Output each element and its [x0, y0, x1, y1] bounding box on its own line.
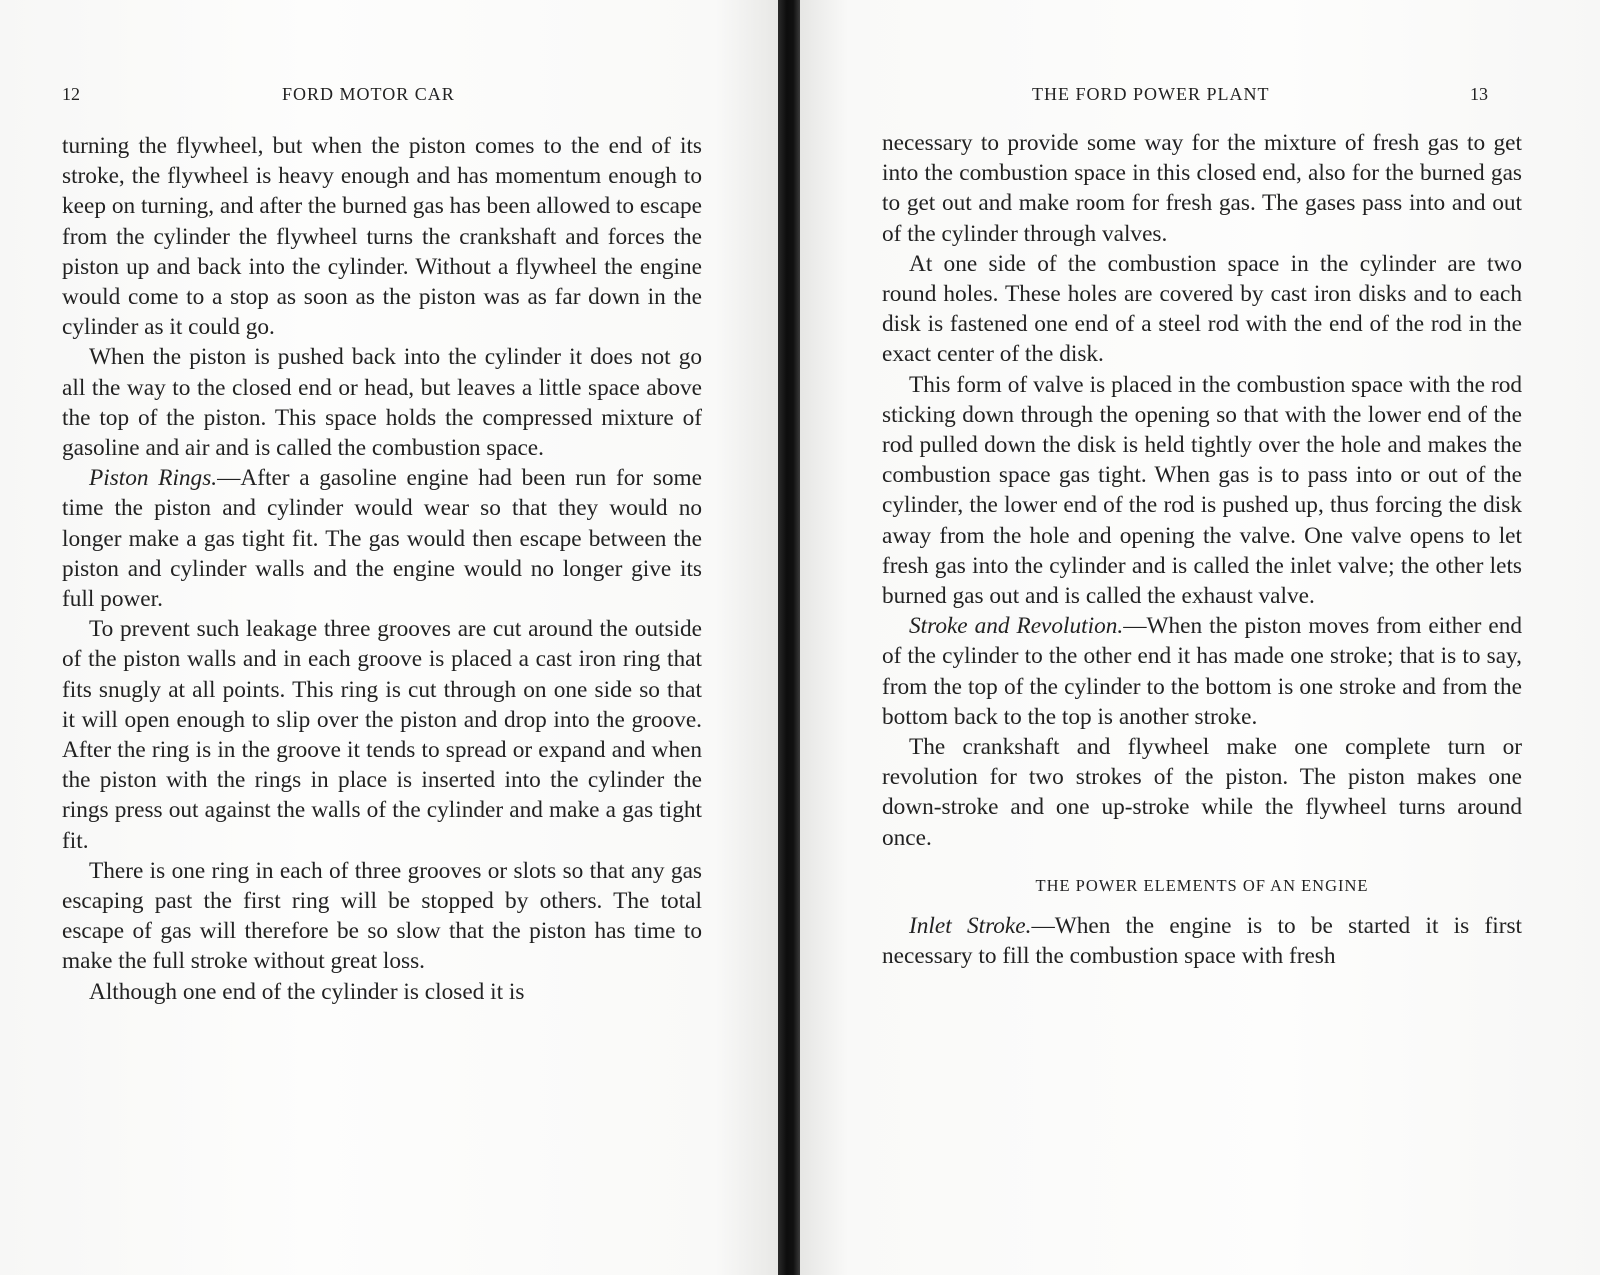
paragraph: When the piston is pushed back into the cylinder it does not go all the way to the closed end or head, but leaves a little space above the top of the piston. This space holds the compressed mixture of gasoline and air and is called the combustion space. — [62, 344, 702, 462]
run-in-heading: Inlet Stroke. — [909, 912, 1032, 939]
left-page — [0, 0, 778, 1275]
page-number: 12 — [62, 84, 80, 104]
paragraph: To prevent such leakage three grooves are cut around the outside of the piston walls and in each groove is placed a cast iron ring that fits snugly at all points. This ring is cut through on one side so that it will open enough to slip over the piston and drop into the groove. After the ring is in the groove it tends to spread or expand and when the piston with the rings in place is inserted into the cylinder the rings press out against the walls of the cylinder and make a gas tight fit. — [62, 616, 702, 854]
body-text — [62, 131, 702, 1007]
paragraph: The crankshaft and flywheel make one complete turn or revolution for two strokes of the piston. The piston makes one down-stroke and one up-stroke while the flywheel turns around once. — [882, 734, 1522, 851]
paragraph: turning the flywheel, but when the piston comes to the end of its stroke, the flywheel is heavy enough and has momentum enough to keep on turning, and after the burned gas has been allowed to escape from the cylinder the flywheel turns the crankshaft and forces the piston up and back into the cylinder. Without a flywheel the engine would come to a stop as soon as the piston was as far down in the cylinder as it could go. — [62, 133, 702, 341]
paragraph: At one side of the combustion space in the cylinder are two round holes. These holes are covered by cast iron disks and to each disk is fastened one end of a steel rod with the end of the rod in the exact center of the disk. — [882, 250, 1522, 368]
book-gutter — [778, 0, 800, 1275]
section-heading: THE POWER ELEMENTS OF AN ENGINE — [1035, 875, 1369, 895]
running-header: FORD MOTOR CAR — [282, 84, 455, 104]
body-text — [882, 128, 1522, 971]
paragraph: Stroke and Revolution.—When the piston moves from either end of the cylinder to the other end it has made one stroke; that is to say, from the top of the cylinder to the bottom is one stroke and from the bottom back to the top is another stroke. — [882, 613, 1522, 730]
run-in-heading: Stroke and Revolution. — [909, 613, 1124, 640]
paragraph: Inlet Stroke.—When the engine is to be started it is first necessary to fill the combustion space with fresh — [882, 912, 1522, 970]
paragraph: This form of valve is placed in the combustion space with the rod sticking down through the opening so that with the lower end of the rod pulled down the disk is held tightly over the hole and makes the combustion space gas tight. When gas is to pass into or out of the cylinder, the lower end of the rod is pushed up, thus forcing the disk away from the hole and opening the valve. One valve opens to let fresh gas into the cylinder and is called the inlet valve; the other lets burned gas out and is called the exhaust valve. — [882, 371, 1522, 610]
running-header: THE FORD POWER PLANT — [1032, 84, 1270, 104]
run-in-heading: Piston Rings. — [89, 465, 218, 492]
right-page — [800, 0, 1600, 1275]
paragraph: Piston Rings.—After a gasoline engine had been run for some time the piston and cylinder would wear so that they would no longer make a gas tight fit. The gas would then escape between the piston and cylinder walls and the engine would no longer give its full power. — [62, 465, 702, 613]
page-number: 13 — [1470, 84, 1488, 104]
paragraph: There is one ring in each of three grooves or slots so that any gas escaping past the first ring will be stopped by others. The total escape of gas will therefore be so slow that the piston has time to make the full stroke without great loss. — [62, 857, 702, 975]
paragraph: Although one end of the cylinder is closed it is — [89, 978, 525, 1005]
paragraph: necessary to provide some way for the mixture of fresh gas to get into the combustion space in this closed end, also for the burned gas to get out and make room for fresh gas. The gases pass into and out of the cylinder through valves. — [882, 130, 1522, 247]
